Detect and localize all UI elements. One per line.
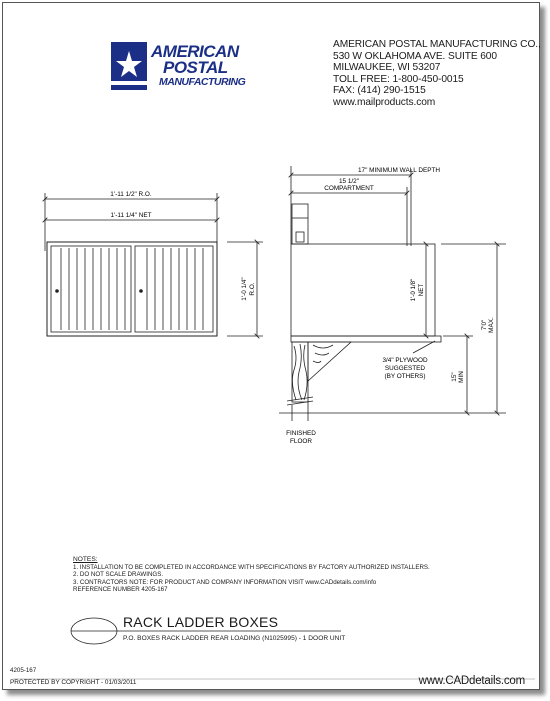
company-name: AMERICAN POSTAL MANUFACTURING CO., bbox=[333, 39, 541, 50]
technical-drawing bbox=[1, 1, 550, 701]
company-address-2: MILWAUKEE, WI 53207 bbox=[333, 62, 441, 74]
right-door-lock-icon bbox=[139, 289, 143, 293]
notes-block bbox=[73, 556, 430, 594]
min-height-label: 15" bbox=[451, 372, 458, 382]
note-item: 1. INSTALLATION TO BE COMPLETED IN ACCORDANCE WITH SPECIFICATIONS BY FACTORY AUTHORIZED INSTALLERS. bbox=[73, 563, 430, 571]
drawing-title: RACK LADDER BOXES bbox=[123, 614, 279, 630]
compartment-label: COMPARTMENT bbox=[324, 185, 374, 192]
max-height-label: 7'0" bbox=[481, 319, 488, 331]
floor-label-2: FLOOR bbox=[289, 438, 313, 445]
floor-label-1: FINISHED bbox=[286, 430, 316, 437]
drawing-subtitle: P.O. BOXES RACK LADDER REAR LOADING (N1025995) - 1 DOOR UNIT bbox=[123, 635, 346, 642]
company-fax: FAX: (414) 290-1515 bbox=[333, 85, 426, 97]
note-item: 2. DO NOT SCALE DRAWINGS. bbox=[73, 571, 164, 579]
plywood-label-3: (BY OTHERS) bbox=[384, 373, 426, 380]
net-height-label: 1'-0 1/8" bbox=[410, 278, 417, 302]
company-tollfree: TOLL FREE: 1-800-450-0015 bbox=[333, 73, 464, 85]
drawing-sheet bbox=[2, 2, 540, 690]
plywood-label-1: 3/4" PLYWOOD bbox=[382, 357, 428, 364]
reference-number: 4205-167 bbox=[10, 667, 37, 674]
wall-depth-label: 17" MINIMUM WALL DEPTH bbox=[357, 167, 441, 174]
notes-heading: NOTES: bbox=[73, 556, 98, 563]
cad-details-link[interactable]: www.CADdetails.com bbox=[418, 675, 525, 687]
section-view bbox=[279, 166, 506, 421]
ro-width-label: 1'-11 1/2" R.O. bbox=[110, 191, 152, 198]
min-height-suffix: MIN bbox=[458, 371, 465, 383]
net-height-suffix: NET bbox=[418, 283, 425, 297]
company-address-1: 530 W OKLAHOMA AVE. SUITE 600 bbox=[333, 50, 497, 62]
plywood-label-2: SUGGESTED bbox=[384, 365, 426, 372]
left-door-lock-icon bbox=[55, 289, 59, 293]
note-item: 3. CONTRACTORS NOTE: FOR PRODUCT AND COMPANY INFORMATION VISIT www.CADdetails.com/info bbox=[73, 578, 377, 586]
compartment-depth-label: 15 1/2" bbox=[338, 178, 360, 185]
ro-height-suffix: R.O. bbox=[249, 282, 256, 296]
company-website[interactable]: www.mailproducts.com bbox=[333, 96, 436, 108]
max-height-suffix: MAX. bbox=[488, 317, 495, 333]
note-item: REFERENCE NUMBER 4205-167 bbox=[73, 586, 168, 594]
logo-line-3: MANUFACTURING bbox=[159, 76, 246, 88]
logo-line-2: POSTAL bbox=[163, 58, 228, 77]
ro-height-label: 1'-0 1/4" bbox=[241, 277, 248, 301]
copyright-text: PROTECTED BY COPYRIGHT - 01/03/2011 bbox=[10, 679, 137, 686]
logo-line-1: AMERICAN bbox=[151, 42, 239, 61]
front-elevation bbox=[45, 193, 263, 336]
net-width-label: 1'-11 1/4" NET bbox=[110, 212, 152, 219]
